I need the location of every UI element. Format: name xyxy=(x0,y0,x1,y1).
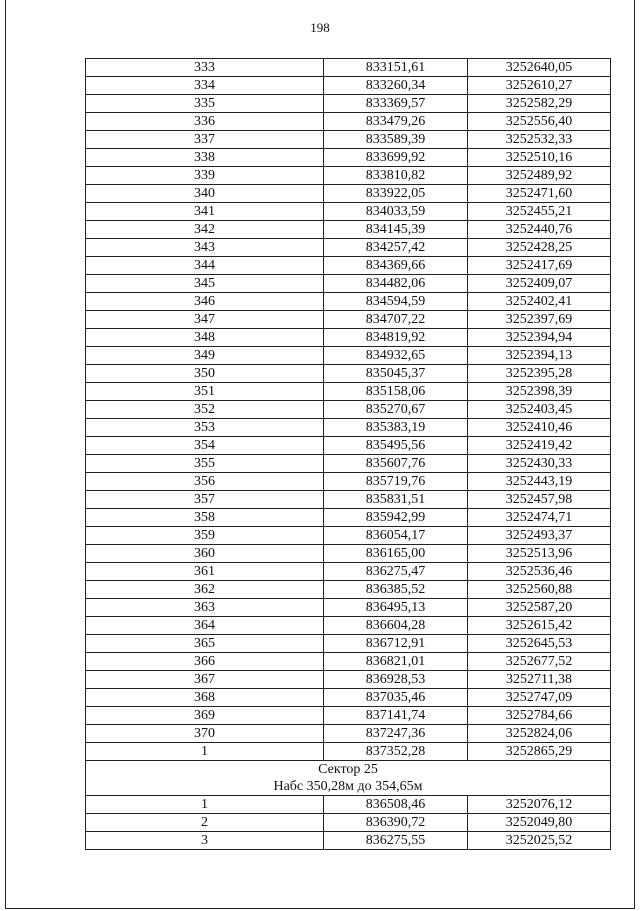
table-row xyxy=(86,293,611,311)
x-coordinate-cell: 835270,67 xyxy=(324,401,468,419)
point-number-cell: 362 xyxy=(86,581,324,599)
x-coordinate-cell: 836054,17 xyxy=(324,527,468,545)
x-coordinate-cell: 834707,22 xyxy=(324,311,468,329)
point-number-cell: 347 xyxy=(86,311,324,329)
x-coordinate-cell: 835831,51 xyxy=(324,491,468,509)
y-coordinate-cell: 3252747,09 xyxy=(468,689,611,707)
table-row xyxy=(86,814,611,832)
sector-subtitle: Набс 350,28м до 354,65м xyxy=(273,779,423,794)
table-row xyxy=(86,473,611,491)
y-coordinate-cell: 3252397,69 xyxy=(468,311,611,329)
table-row xyxy=(86,832,611,850)
point-number-cell: 358 xyxy=(86,509,324,527)
table-row xyxy=(86,653,611,671)
y-coordinate-cell: 3252025,52 xyxy=(468,832,611,850)
point-number-cell: 1 xyxy=(86,796,324,814)
point-number-cell: 352 xyxy=(86,401,324,419)
point-number-cell: 341 xyxy=(86,203,324,221)
x-coordinate-cell: 833810,82 xyxy=(324,167,468,185)
y-coordinate-cell: 3252394,94 xyxy=(468,329,611,347)
point-number-cell: 359 xyxy=(86,527,324,545)
table-row xyxy=(86,311,611,329)
table-row xyxy=(86,671,611,689)
table-row xyxy=(86,437,611,455)
table-row xyxy=(86,401,611,419)
point-number-cell: 363 xyxy=(86,599,324,617)
y-coordinate-cell: 3252394,13 xyxy=(468,347,611,365)
point-number-cell: 356 xyxy=(86,473,324,491)
y-coordinate-cell: 3252489,92 xyxy=(468,167,611,185)
table-row xyxy=(86,329,611,347)
point-number-cell: 342 xyxy=(86,221,324,239)
table-row xyxy=(86,95,611,113)
x-coordinate-cell: 834145,39 xyxy=(324,221,468,239)
y-coordinate-cell: 3252419,42 xyxy=(468,437,611,455)
table-row xyxy=(86,365,611,383)
table-row xyxy=(86,707,611,725)
y-coordinate-cell: 3252409,07 xyxy=(468,275,611,293)
coordinates-table xyxy=(85,58,611,850)
table-row xyxy=(86,221,611,239)
x-coordinate-cell: 836275,47 xyxy=(324,563,468,581)
y-coordinate-cell: 3252532,33 xyxy=(468,131,611,149)
y-coordinate-cell: 3252474,71 xyxy=(468,509,611,527)
table-body-top xyxy=(86,59,611,761)
x-coordinate-cell: 835719,76 xyxy=(324,473,468,491)
table-row xyxy=(86,347,611,365)
x-coordinate-cell: 834482,06 xyxy=(324,275,468,293)
table-row xyxy=(86,617,611,635)
x-coordinate-cell: 833151,61 xyxy=(324,59,468,77)
point-number-cell: 351 xyxy=(86,383,324,401)
point-number-cell: 366 xyxy=(86,653,324,671)
table-row xyxy=(86,113,611,131)
y-coordinate-cell: 3252513,96 xyxy=(468,545,611,563)
x-coordinate-cell: 836928,53 xyxy=(324,671,468,689)
table-row xyxy=(86,275,611,293)
y-coordinate-cell: 3252677,52 xyxy=(468,653,611,671)
x-coordinate-cell: 836508,46 xyxy=(324,796,468,814)
x-coordinate-cell: 837141,74 xyxy=(324,707,468,725)
y-coordinate-cell: 3252443,19 xyxy=(468,473,611,491)
y-coordinate-cell: 3252582,29 xyxy=(468,95,611,113)
table-row xyxy=(86,581,611,599)
y-coordinate-cell: 3252556,40 xyxy=(468,113,611,131)
x-coordinate-cell: 835607,76 xyxy=(324,455,468,473)
point-number-cell: 338 xyxy=(86,149,324,167)
x-coordinate-cell: 835495,56 xyxy=(324,437,468,455)
table-row xyxy=(86,545,611,563)
y-coordinate-cell: 3252440,76 xyxy=(468,221,611,239)
x-coordinate-cell: 837035,46 xyxy=(324,689,468,707)
point-number-cell: 335 xyxy=(86,95,324,113)
y-coordinate-cell: 3252395,28 xyxy=(468,365,611,383)
table-row xyxy=(86,635,611,653)
point-number-cell: 360 xyxy=(86,545,324,563)
y-coordinate-cell: 3252410,46 xyxy=(468,419,611,437)
y-coordinate-cell: 3252049,80 xyxy=(468,814,611,832)
y-coordinate-cell: 3252403,45 xyxy=(468,401,611,419)
y-coordinate-cell: 3252865,29 xyxy=(468,743,611,761)
point-number-cell: 365 xyxy=(86,635,324,653)
table-row xyxy=(86,725,611,743)
table-row xyxy=(86,455,611,473)
x-coordinate-cell: 834033,59 xyxy=(324,203,468,221)
point-number-cell: 368 xyxy=(86,689,324,707)
y-coordinate-cell: 3252610,27 xyxy=(468,77,611,95)
point-number-cell: 336 xyxy=(86,113,324,131)
point-number-cell: 346 xyxy=(86,293,324,311)
x-coordinate-cell: 836495,13 xyxy=(324,599,468,617)
table-row xyxy=(86,689,611,707)
page-number: 198 xyxy=(310,20,330,35)
point-number-cell: 348 xyxy=(86,329,324,347)
sector-header xyxy=(86,761,611,796)
table-row xyxy=(86,203,611,221)
point-number-cell: 1 xyxy=(86,743,324,761)
y-coordinate-cell: 3252430,33 xyxy=(468,455,611,473)
y-coordinate-cell: 3252645,53 xyxy=(468,635,611,653)
x-coordinate-cell: 835383,19 xyxy=(324,419,468,437)
point-number-cell: 2 xyxy=(86,814,324,832)
table-row xyxy=(86,509,611,527)
point-number-cell: 337 xyxy=(86,131,324,149)
y-coordinate-cell: 3252402,41 xyxy=(468,293,611,311)
point-number-cell: 349 xyxy=(86,347,324,365)
point-number-cell: 3 xyxy=(86,832,324,850)
point-number-cell: 357 xyxy=(86,491,324,509)
x-coordinate-cell: 836275,55 xyxy=(324,832,468,850)
y-coordinate-cell: 3252455,21 xyxy=(468,203,611,221)
x-coordinate-cell: 834594,59 xyxy=(324,293,468,311)
x-coordinate-cell: 833922,05 xyxy=(324,185,468,203)
x-coordinate-cell: 835045,37 xyxy=(324,365,468,383)
y-coordinate-cell: 3252711,38 xyxy=(468,671,611,689)
sector-row xyxy=(86,761,611,796)
x-coordinate-cell: 836604,28 xyxy=(324,617,468,635)
y-coordinate-cell: 3252398,39 xyxy=(468,383,611,401)
table-row xyxy=(86,419,611,437)
x-coordinate-cell: 833589,39 xyxy=(324,131,468,149)
point-number-cell: 367 xyxy=(86,671,324,689)
point-number-cell: 361 xyxy=(86,563,324,581)
x-coordinate-cell: 834369,66 xyxy=(324,257,468,275)
table-row xyxy=(86,77,611,95)
x-coordinate-cell: 836390,72 xyxy=(324,814,468,832)
point-number-cell: 364 xyxy=(86,617,324,635)
point-number-cell: 339 xyxy=(86,167,324,185)
table-row xyxy=(86,149,611,167)
y-coordinate-cell: 3252428,25 xyxy=(468,239,611,257)
sector-cell xyxy=(86,761,611,796)
table-row xyxy=(86,59,611,77)
table-row xyxy=(86,491,611,509)
table-row xyxy=(86,563,611,581)
y-coordinate-cell: 3252824,06 xyxy=(468,725,611,743)
x-coordinate-cell: 834932,65 xyxy=(324,347,468,365)
y-coordinate-cell: 3252457,98 xyxy=(468,491,611,509)
x-coordinate-cell: 834257,42 xyxy=(324,239,468,257)
table-row xyxy=(86,383,611,401)
x-coordinate-cell: 837352,28 xyxy=(324,743,468,761)
point-number-cell: 354 xyxy=(86,437,324,455)
point-number-cell: 355 xyxy=(86,455,324,473)
point-number-cell: 340 xyxy=(86,185,324,203)
x-coordinate-cell: 835158,06 xyxy=(324,383,468,401)
x-coordinate-cell: 836821,01 xyxy=(324,653,468,671)
table-row xyxy=(86,527,611,545)
point-number-cell: 343 xyxy=(86,239,324,257)
y-coordinate-cell: 3252076,12 xyxy=(468,796,611,814)
table-row xyxy=(86,167,611,185)
table-body-bottom xyxy=(86,796,611,850)
sector-title: Сектор 25 xyxy=(318,762,378,777)
x-coordinate-cell: 833699,92 xyxy=(324,149,468,167)
y-coordinate-cell: 3252784,66 xyxy=(468,707,611,725)
point-number-cell: 350 xyxy=(86,365,324,383)
table-row xyxy=(86,599,611,617)
table-row xyxy=(86,257,611,275)
x-coordinate-cell: 834819,92 xyxy=(324,329,468,347)
table-row xyxy=(86,796,611,814)
y-coordinate-cell: 3252510,16 xyxy=(468,149,611,167)
x-coordinate-cell: 836165,00 xyxy=(324,545,468,563)
y-coordinate-cell: 3252615,42 xyxy=(468,617,611,635)
y-coordinate-cell: 3252640,05 xyxy=(468,59,611,77)
x-coordinate-cell: 835942,99 xyxy=(324,509,468,527)
point-number-cell: 334 xyxy=(86,77,324,95)
table-row xyxy=(86,743,611,761)
point-number-cell: 370 xyxy=(86,725,324,743)
x-coordinate-cell: 833369,57 xyxy=(324,95,468,113)
table-row xyxy=(86,185,611,203)
point-number-cell: 369 xyxy=(86,707,324,725)
x-coordinate-cell: 833260,34 xyxy=(324,77,468,95)
point-number-cell: 345 xyxy=(86,275,324,293)
point-number-cell: 344 xyxy=(86,257,324,275)
table-row xyxy=(86,239,611,257)
y-coordinate-cell: 3252536,46 xyxy=(468,563,611,581)
point-number-cell: 353 xyxy=(86,419,324,437)
x-coordinate-cell: 837247,36 xyxy=(324,725,468,743)
x-coordinate-cell: 833479,26 xyxy=(324,113,468,131)
y-coordinate-cell: 3252417,69 xyxy=(468,257,611,275)
y-coordinate-cell: 3252587,20 xyxy=(468,599,611,617)
x-coordinate-cell: 836385,52 xyxy=(324,581,468,599)
point-number-cell: 333 xyxy=(86,59,324,77)
x-coordinate-cell: 836712,91 xyxy=(324,635,468,653)
y-coordinate-cell: 3252493,37 xyxy=(468,527,611,545)
table-row xyxy=(86,131,611,149)
y-coordinate-cell: 3252560,88 xyxy=(468,581,611,599)
y-coordinate-cell: 3252471,60 xyxy=(468,185,611,203)
